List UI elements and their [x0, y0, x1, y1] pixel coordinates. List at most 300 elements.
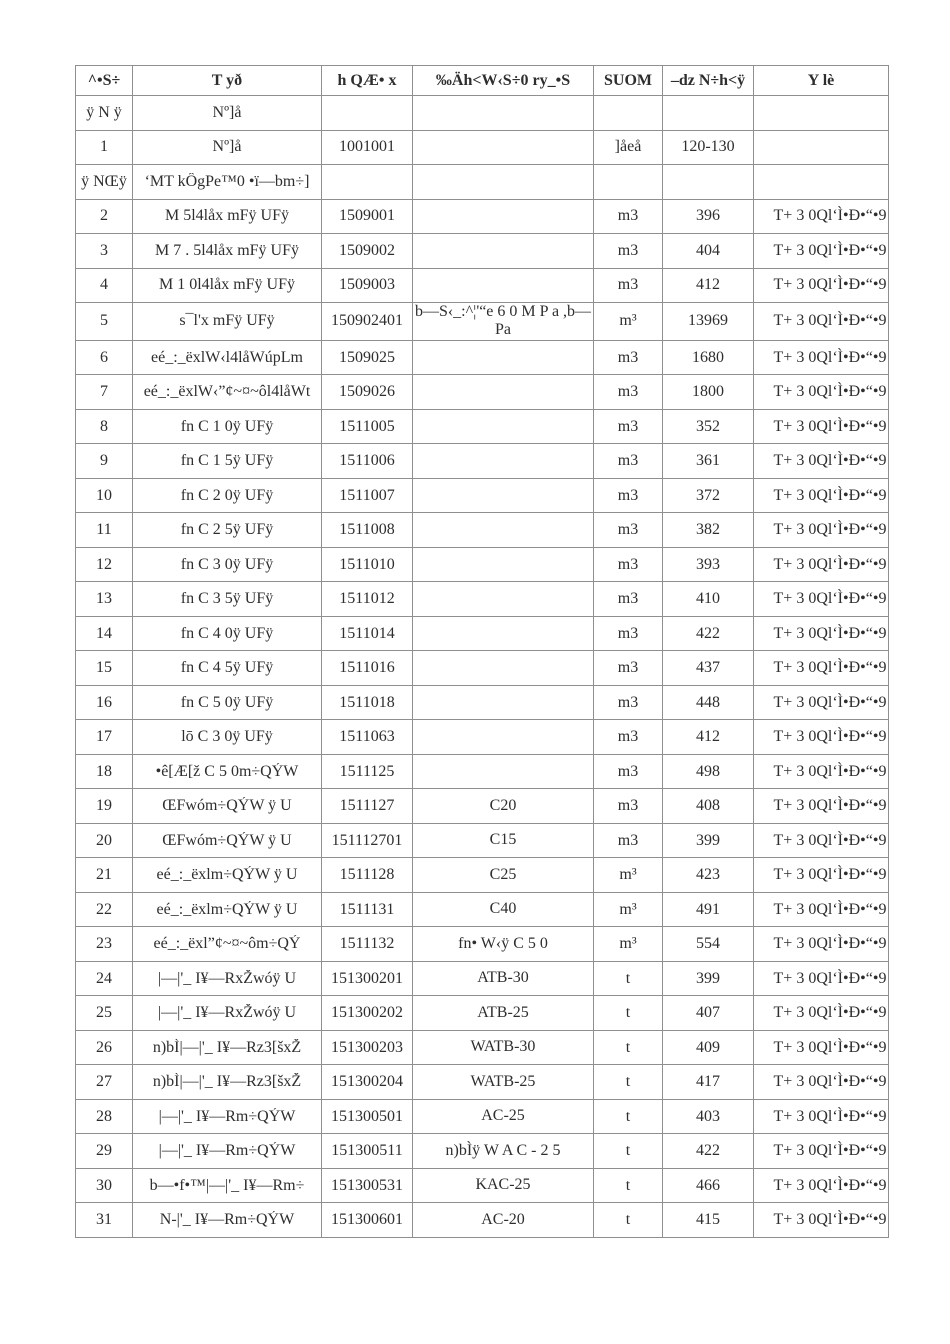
cell-text-name: |—|'_ I¥—Rm÷QÝW [158, 1107, 296, 1125]
cell-text-note: T+ 3 0Ql‘Ì•Ð•“•9 [773, 312, 887, 330]
table-row [76, 1168, 889, 1203]
cell-uom [594, 823, 663, 858]
cell-name [133, 340, 322, 375]
cell-text-spec: n)bÌÿ W A C - 2 5 [445, 1141, 561, 1159]
cell-spec [413, 303, 594, 341]
cell-note [754, 651, 889, 686]
cell-text-note: T+ 3 0Ql‘Ì•Ð•“•9 [773, 866, 887, 884]
cell-uom [594, 720, 663, 755]
cell-uom [594, 130, 663, 165]
table-row [76, 616, 889, 651]
cell-name [133, 754, 322, 789]
cell-text-code: 1511006 [339, 452, 395, 470]
cell-sn [76, 892, 133, 927]
cell-text-sn: 16 [96, 693, 112, 711]
cell-text-uom: m3 [617, 762, 639, 780]
cell-text-qty: 403 [696, 1107, 720, 1125]
cell-sn [76, 444, 133, 479]
table-header [76, 66, 889, 96]
cell-uom [594, 478, 663, 513]
cell-code [322, 375, 413, 410]
cell-text-code: 151300202 [331, 1004, 403, 1022]
cell-code [322, 927, 413, 962]
cell-text-qty: 352 [696, 417, 720, 435]
cell-text-spec: KAC-25 [475, 1176, 531, 1194]
cell-text-qty: 554 [696, 935, 720, 953]
cell-text-name: ŒFwóm÷QÝW ÿ U [162, 831, 292, 849]
cell-name [133, 409, 322, 444]
cell-text-note: T+ 3 0Ql‘Ì•Ð•“•9 [773, 693, 887, 711]
cell-sn [76, 268, 133, 303]
column-header-spec: ‰Äh<W‹S÷0 ry_•S [413, 66, 594, 96]
cell-name [133, 858, 322, 893]
cell-text-note: T+ 3 0Ql‘Ì•Ð•“•9 [773, 348, 887, 366]
cell-spec [413, 268, 594, 303]
cell-text-qty: 396 [696, 207, 720, 225]
cell-text-qty: 372 [696, 486, 720, 504]
cell-qty [663, 130, 754, 165]
cell-text-spec: ATB-30 [477, 969, 529, 987]
cell-note [754, 1168, 889, 1203]
cell-spec [413, 1203, 594, 1238]
cell-note [754, 513, 889, 548]
cell-text-sn: 8 [100, 417, 108, 435]
table-row [76, 96, 889, 131]
cell-text-spec: C25 [489, 865, 517, 883]
cell-sn [76, 1030, 133, 1065]
cell-code [322, 892, 413, 927]
cell-note [754, 303, 889, 341]
cell-name [133, 234, 322, 269]
cell-text-qty: 422 [696, 624, 720, 642]
cell-spec [413, 444, 594, 479]
cell-sn [76, 616, 133, 651]
cell-text-name: eé_:_ëxl”¢~¤~ôm÷QÝ [153, 935, 301, 953]
cell-text-qty: 399 [696, 969, 720, 987]
cell-text-qty: 410 [696, 590, 720, 608]
table-row [76, 927, 889, 962]
cell-note [754, 199, 889, 234]
cell-text-code: 1001001 [339, 138, 395, 156]
cell-text-note: T+ 3 0Ql‘Ì•Ð•“•9 [773, 1142, 887, 1160]
cell-text-code: 1511128 [339, 866, 395, 884]
cell-text-uom: m3 [617, 383, 639, 401]
cell-text-code: 1511010 [339, 555, 395, 573]
cell-text-uom: t [625, 1073, 631, 1091]
cell-text-uom: m3 [617, 659, 639, 677]
cell-text-uom: t [625, 1107, 631, 1125]
cell-text-qty: 415 [696, 1211, 720, 1229]
cell-text-note: T+ 3 0Ql‘Ì•Ð•“•9 [773, 241, 887, 259]
cell-code [322, 444, 413, 479]
cell-text-name: fn C 5 0ÿ UFÿ [180, 693, 274, 711]
cell-qty [663, 268, 754, 303]
cell-qty [663, 720, 754, 755]
cell-note [754, 927, 889, 962]
cell-qty [663, 340, 754, 375]
cell-sn [76, 823, 133, 858]
cell-spec [413, 616, 594, 651]
cell-spec [413, 823, 594, 858]
cell-note [754, 478, 889, 513]
cell-qty [663, 1030, 754, 1065]
cell-text-name: fn C 2 0ÿ UFÿ [180, 486, 274, 504]
cell-text-qty: 412 [696, 728, 720, 746]
cell-code [322, 616, 413, 651]
cell-text-code: 151300203 [331, 1038, 403, 1056]
cell-text-uom: ]åeå [614, 138, 642, 156]
cell-text-code: 1511018 [339, 693, 395, 711]
cell-text-qty: 491 [696, 900, 720, 918]
cell-text-sn: 10 [96, 486, 112, 504]
cell-text-sn: 6 [100, 348, 108, 366]
table-row [76, 996, 889, 1031]
cell-spec [413, 165, 594, 200]
cell-text-code: 150902401 [331, 312, 403, 330]
cell-code [322, 789, 413, 824]
cell-spec [413, 513, 594, 548]
cell-text-name: M 7 . 5l4låx mFÿ UFÿ [154, 241, 299, 259]
cell-text-uom: m3 [617, 590, 639, 608]
cell-text-name: |—|'_ I¥—Rm÷QÝW [158, 1142, 296, 1160]
cell-code [322, 961, 413, 996]
cell-text-uom: t [625, 1176, 631, 1194]
cell-code [322, 720, 413, 755]
cell-text-name: ‘MT kÔgPe™0 •ï—bm÷] [144, 172, 310, 190]
cell-text-uom: m3 [617, 797, 639, 815]
cell-sn [76, 409, 133, 444]
cell-qty [663, 234, 754, 269]
cell-qty [663, 303, 754, 341]
cell-text-sn: 3 [100, 241, 108, 259]
table-row [76, 444, 889, 479]
cell-spec [413, 754, 594, 789]
cell-uom [594, 340, 663, 375]
cell-text-sn: 5 [100, 312, 108, 330]
cell-code [322, 823, 413, 858]
cell-name [133, 513, 322, 548]
cell-code [322, 996, 413, 1031]
cell-spec [413, 547, 594, 582]
cell-uom [594, 513, 663, 548]
cell-note [754, 1134, 889, 1169]
column-header-code: h QÆ• x [322, 66, 413, 96]
cell-note [754, 130, 889, 165]
cell-spec [413, 199, 594, 234]
cell-name [133, 478, 322, 513]
cell-code [322, 1134, 413, 1169]
cell-note [754, 754, 889, 789]
cell-text-name: Nº]å [212, 138, 242, 156]
cell-note [754, 165, 889, 200]
cell-qty [663, 199, 754, 234]
cell-text-note: T+ 3 0Ql‘Ì•Ð•“•9 [773, 935, 887, 953]
cell-text-name: •ê[Æ[ž C 5 0m÷QÝW [155, 762, 299, 780]
cell-text-uom: m3 [617, 276, 639, 294]
cell-text-spec: fn• W‹ÿ C 5 0 [458, 934, 548, 952]
cell-name [133, 199, 322, 234]
cell-text-code: 1509003 [339, 276, 395, 294]
cell-uom [594, 234, 663, 269]
cell-text-note: T+ 3 0Ql‘Ì•Ð•“•9 [773, 383, 887, 401]
cell-text-spec: WATB-30 [470, 1038, 536, 1056]
cell-sn [76, 478, 133, 513]
cell-spec [413, 996, 594, 1031]
cell-text-code: 1511063 [339, 728, 395, 746]
cell-text-sn: 29 [96, 1142, 112, 1160]
cell-spec [413, 234, 594, 269]
table-row [76, 303, 889, 341]
table-row [76, 547, 889, 582]
cell-note [754, 1065, 889, 1100]
header-row [76, 66, 889, 96]
cell-sn [76, 547, 133, 582]
cell-uom [594, 651, 663, 686]
cell-text-sn: ÿ N ÿ [86, 103, 122, 121]
cell-text-name: s¯l'x mFÿ UFÿ [179, 312, 275, 330]
cell-uom [594, 961, 663, 996]
cell-uom [594, 199, 663, 234]
cell-text-spec: b—S‹_:^¦'“e 6 0 M P a ,b—Pa [414, 303, 592, 339]
cell-text-qty: 1800 [692, 383, 724, 401]
cell-code [322, 651, 413, 686]
cell-text-note: T+ 3 0Ql‘Ì•Ð•“•9 [773, 797, 887, 815]
cell-note [754, 685, 889, 720]
table-row [76, 1030, 889, 1065]
cell-sn [76, 375, 133, 410]
cell-text-uom: m³ [619, 900, 637, 918]
cell-spec [413, 1099, 594, 1134]
cell-text-name: ŒFwóm÷QÝW ÿ U [162, 797, 292, 815]
cell-text-note: T+ 3 0Ql‘Ì•Ð•“•9 [773, 762, 887, 780]
table-row [76, 1203, 889, 1238]
cell-name [133, 616, 322, 651]
cell-text-note: T+ 3 0Ql‘Ì•Ð•“•9 [773, 521, 887, 539]
cell-text-qty: 422 [696, 1142, 720, 1160]
cell-sn [76, 651, 133, 686]
cell-text-qty: 448 [696, 693, 720, 711]
cell-qty [663, 444, 754, 479]
table-row [76, 375, 889, 410]
cell-sn [76, 789, 133, 824]
cell-text-note: T+ 3 0Ql‘Ì•Ð•“•9 [773, 624, 887, 642]
cell-code [322, 1030, 413, 1065]
cell-spec [413, 409, 594, 444]
cell-text-code: 1511008 [339, 521, 395, 539]
cell-sn [76, 720, 133, 755]
table-row [76, 478, 889, 513]
cell-text-uom: m3 [617, 555, 639, 573]
cell-text-note: T+ 3 0Ql‘Ì•Ð•“•9 [773, 276, 887, 294]
cell-text-name: Nº]å [212, 103, 242, 121]
cell-text-note: T+ 3 0Ql‘Ì•Ð•“•9 [773, 486, 887, 504]
cell-text-qty: 120-130 [681, 138, 735, 156]
table-row [76, 823, 889, 858]
table-row [76, 130, 889, 165]
cell-sn [76, 303, 133, 341]
table-row [76, 199, 889, 234]
table-row [76, 720, 889, 755]
cell-text-code: 1511012 [339, 590, 395, 608]
cell-note [754, 444, 889, 479]
cell-text-name: eé_:_ëxlW‹”¢~¤~ôl4låWt [143, 383, 311, 401]
cell-uom [594, 1065, 663, 1100]
cell-text-code: 1509026 [339, 383, 395, 401]
cell-text-uom: m3 [617, 452, 639, 470]
cell-sn [76, 1134, 133, 1169]
cell-code [322, 165, 413, 200]
cell-code [322, 582, 413, 617]
cell-sn [76, 1168, 133, 1203]
cell-sn [76, 130, 133, 165]
column-header-note: Y lè [754, 66, 889, 96]
cell-note [754, 996, 889, 1031]
table-row [76, 340, 889, 375]
table-row [76, 513, 889, 548]
cell-text-name: fn C 1 0ÿ UFÿ [180, 417, 274, 435]
cell-sn [76, 858, 133, 893]
cell-uom [594, 1030, 663, 1065]
cell-text-note: T+ 3 0Ql‘Ì•Ð•“•9 [773, 969, 887, 987]
cell-text-sn: 20 [96, 831, 112, 849]
cell-text-spec: AC-20 [481, 1210, 525, 1228]
cell-text-sn: 26 [96, 1038, 112, 1056]
cell-text-sn: ÿ NŒÿ [81, 172, 127, 190]
cell-uom [594, 754, 663, 789]
cell-text-note: T+ 3 0Ql‘Ì•Ð•“•9 [773, 1038, 887, 1056]
cell-name [133, 1168, 322, 1203]
table-row [76, 754, 889, 789]
cell-code [322, 1065, 413, 1100]
cell-name [133, 685, 322, 720]
cell-sn [76, 961, 133, 996]
cell-text-qty: 404 [696, 241, 720, 259]
cell-text-note: T+ 3 0Ql‘Ì•Ð•“•9 [773, 417, 887, 435]
cell-name [133, 444, 322, 479]
cell-note [754, 96, 889, 131]
cell-code [322, 754, 413, 789]
cell-code [322, 130, 413, 165]
cell-qty [663, 165, 754, 200]
cell-spec [413, 96, 594, 131]
cell-code [322, 340, 413, 375]
cell-note [754, 789, 889, 824]
cell-note [754, 1030, 889, 1065]
cell-text-uom: m3 [617, 417, 639, 435]
cell-note [754, 409, 889, 444]
cell-text-note: T+ 3 0Ql‘Ì•Ð•“•9 [773, 1211, 887, 1229]
cell-note [754, 340, 889, 375]
cell-text-note: T+ 3 0Ql‘Ì•Ð•“•9 [773, 900, 887, 918]
cell-uom [594, 303, 663, 341]
cell-name [133, 1203, 322, 1238]
cell-uom [594, 996, 663, 1031]
cell-note [754, 375, 889, 410]
cell-text-name: |—|'_ I¥—RxŽwóÿ U [157, 1004, 297, 1022]
cell-spec [413, 1134, 594, 1169]
cell-qty [663, 582, 754, 617]
cell-code [322, 303, 413, 341]
cell-name [133, 823, 322, 858]
cell-text-uom: t [625, 1004, 631, 1022]
cell-uom [594, 375, 663, 410]
cell-text-note: T+ 3 0Ql‘Ì•Ð•“•9 [773, 659, 887, 677]
cell-name [133, 720, 322, 755]
cell-sn [76, 513, 133, 548]
cell-text-uom: m3 [617, 693, 639, 711]
cell-uom [594, 927, 663, 962]
cell-text-spec: C15 [489, 831, 517, 849]
cell-text-name: N-|'_ I¥—Rm÷QÝW [159, 1211, 295, 1229]
cell-sn [76, 1203, 133, 1238]
cell-note [754, 892, 889, 927]
cell-text-code: 1511132 [339, 935, 395, 953]
cell-text-qty: 437 [696, 659, 720, 677]
cell-text-spec: AC-25 [481, 1107, 525, 1125]
cell-text-qty: 399 [696, 831, 720, 849]
cell-text-sn: 22 [96, 900, 112, 918]
cell-text-qty: 417 [696, 1073, 720, 1091]
cell-uom [594, 616, 663, 651]
cell-text-note: T+ 3 0Ql‘Ì•Ð•“•9 [773, 452, 887, 470]
cell-uom [594, 789, 663, 824]
cell-text-uom: m³ [619, 866, 637, 884]
table-row [76, 234, 889, 269]
cell-text-sn: 25 [96, 1004, 112, 1022]
cell-note [754, 858, 889, 893]
cell-text-code: 151300501 [331, 1107, 403, 1125]
cell-spec [413, 478, 594, 513]
cell-text-qty: 466 [696, 1176, 720, 1194]
cell-text-note: T+ 3 0Ql‘Ì•Ð•“•9 [773, 590, 887, 608]
cell-text-note: T+ 3 0Ql‘Ì•Ð•“•9 [773, 1107, 887, 1125]
cell-text-uom: m3 [617, 207, 639, 225]
cell-note [754, 720, 889, 755]
cell-spec [413, 651, 594, 686]
cell-text-note: T+ 3 0Ql‘Ì•Ð•“•9 [773, 555, 887, 573]
cell-sn [76, 234, 133, 269]
cell-text-sn: 28 [96, 1107, 112, 1125]
cell-text-sn: 14 [96, 624, 112, 642]
cell-name [133, 303, 322, 341]
cell-sn [76, 96, 133, 131]
cell-text-name: b—•f•™|—|'_ I¥—Rm÷ [149, 1176, 305, 1194]
cell-text-code: 1511131 [339, 900, 395, 918]
cell-spec [413, 340, 594, 375]
cell-text-sn: 31 [96, 1211, 112, 1229]
cell-code [322, 858, 413, 893]
cell-sn [76, 1065, 133, 1100]
cell-text-note: T+ 3 0Ql‘Ì•Ð•“•9 [773, 207, 887, 225]
cell-spec [413, 1065, 594, 1100]
cell-text-note: T+ 3 0Ql‘Ì•Ð•“•9 [773, 1176, 887, 1194]
cell-name [133, 927, 322, 962]
cell-name [133, 1030, 322, 1065]
cell-spec [413, 1168, 594, 1203]
column-header-sn: ^•S÷ [76, 66, 133, 96]
cell-text-code: 1509002 [339, 241, 395, 259]
cell-name [133, 375, 322, 410]
cell-text-sn: 4 [100, 276, 108, 294]
cell-text-sn: 2 [100, 207, 108, 225]
cell-uom [594, 858, 663, 893]
cell-text-sn: 7 [100, 383, 108, 401]
cell-name [133, 892, 322, 927]
cell-note [754, 547, 889, 582]
cell-sn [76, 996, 133, 1031]
cell-text-note: T+ 3 0Ql‘Ì•Ð•“•9 [773, 831, 887, 849]
cell-text-uom: t [625, 1211, 631, 1229]
